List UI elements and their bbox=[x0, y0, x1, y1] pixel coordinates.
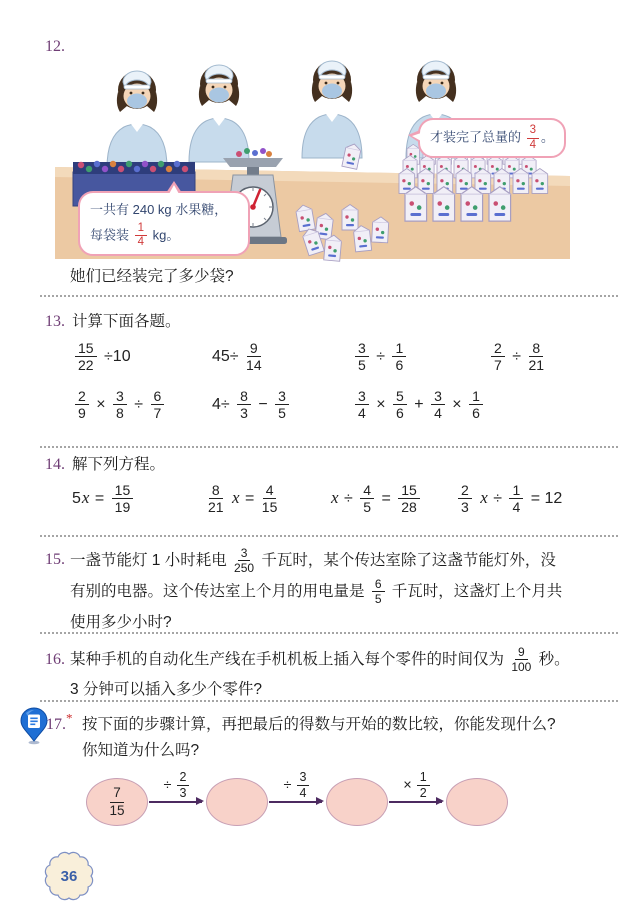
equation-cell: 5x = $\frac{15}{19}$ bbox=[72, 477, 205, 519]
text-line: 某种手机的自动化生产线在手机机板上插入每个零件的时间仅为 $\frac{9}{100}$ 秒。 bbox=[70, 645, 570, 675]
dotted-divider bbox=[40, 535, 618, 537]
expression-cell: 4÷ $\frac{8}{3}$ − $\frac{3}{5}$ bbox=[212, 381, 352, 429]
text-line: 使用多少小时? bbox=[70, 614, 172, 631]
dotted-divider bbox=[40, 446, 618, 448]
problem-14-equations bbox=[72, 477, 562, 519]
flow-arrow-icon bbox=[269, 801, 322, 803]
problem-13-expressions bbox=[72, 333, 547, 429]
flow-op-label: × $\frac{1}{2}$ bbox=[388, 771, 446, 800]
problem-15-text bbox=[70, 545, 562, 638]
flow-step-2 bbox=[268, 769, 326, 825]
flow-arrow-icon bbox=[389, 801, 442, 803]
expression-cell: $\frac{2}{9}$ × $\frac{3}{8}$ ÷ $\frac{6}{7}$ bbox=[72, 381, 212, 429]
text-line: 按下面的步骤计算，再把最后的得数与开始的数比较，你能发现什么? bbox=[82, 716, 556, 733]
dotted-divider bbox=[40, 295, 618, 297]
expression-cell: $\frac{15}{22}$ ÷10 bbox=[72, 333, 212, 381]
problem-13-title: 计算下面各题。 bbox=[72, 313, 181, 330]
flow-oval-2 bbox=[326, 778, 388, 826]
document-pin-icon bbox=[20, 707, 48, 745]
problem-16-number: 16. bbox=[45, 651, 65, 668]
calculation-flowchart bbox=[86, 769, 508, 826]
text-line: 一盏节能灯 1 小时耗电 $\frac{3}{250}$ 千瓦时，某个传达室除了这盏节能灯外，没 bbox=[70, 546, 556, 576]
problem-12-question: 她们已经装完了多少袋? bbox=[70, 268, 234, 285]
flow-arrow-icon bbox=[149, 801, 202, 803]
flow-op-label: ÷ $\frac{3}{4}$ bbox=[268, 771, 326, 800]
problem-14-number: 14. bbox=[45, 456, 65, 473]
flow-step-3 bbox=[388, 769, 446, 825]
problem-17-number bbox=[46, 710, 73, 733]
equation-cell: $\frac{2}{3}$ x ÷ $\frac{1}{4}$ = 12 bbox=[455, 477, 562, 519]
problem-17-text bbox=[82, 712, 556, 764]
flow-oval-3 bbox=[446, 778, 508, 826]
problem-16-text bbox=[70, 645, 570, 705]
problem-17-number-text: 17. bbox=[46, 716, 66, 733]
expression-cell: $\frac{2}{7}$ ÷ $\frac{8}{21}$ bbox=[488, 333, 547, 381]
worker-figure bbox=[302, 61, 362, 158]
text-line: 3 分钟可以插入多少个零件? bbox=[70, 681, 263, 698]
expression-cell: $\frac{3}{4}$ × $\frac{5}{6}$ + $\frac{3}{4}$ × $\frac{1}{6}$ bbox=[352, 381, 488, 429]
worker-figure bbox=[107, 71, 167, 168]
equation-cell: x ÷ $\frac{4}{5}$ = $\frac{15}{28}$ bbox=[330, 477, 455, 519]
expression-cell bbox=[488, 381, 547, 429]
flow-oval-start: $\frac{7}{15}$ bbox=[86, 778, 148, 826]
speech-bubble-left: 一共有 240 kg 水果糖，每袋装 $\frac{1}{4}$ kg。 bbox=[78, 191, 250, 256]
speech-bubble-right: 才装完了总量的 $\frac{3}{4}$ 。 bbox=[418, 118, 566, 158]
problem-17-star: * bbox=[66, 710, 73, 726]
candy-packing-illustration bbox=[55, 54, 570, 264]
flow-step-1 bbox=[148, 769, 206, 825]
equation-cell: $\frac{8}{21}$ x = $\frac{4}{15}$ bbox=[208, 481, 278, 516]
problem-12-number: 12. bbox=[45, 38, 65, 55]
dotted-divider bbox=[40, 700, 618, 702]
problem-15-number: 15. bbox=[45, 551, 65, 568]
flow-oval-1 bbox=[206, 778, 268, 826]
text-line: 有别的电器。这个传达室上个月的用电量是 $\frac{6}{5}$ 千瓦时，这盏灯上个月共 bbox=[70, 577, 563, 607]
problem-14-title: 解下列方程。 bbox=[72, 456, 166, 473]
expression-cell: 45÷ $\frac{9}{14}$ bbox=[212, 339, 262, 374]
expression-cell: $\frac{3}{5}$ ÷ $\frac{1}{6}$ bbox=[352, 333, 488, 381]
worker-figure bbox=[189, 65, 249, 162]
problem-13-number: 13. bbox=[45, 313, 65, 330]
page-number-badge bbox=[44, 851, 94, 901]
flow-op-label: ÷ $\frac{2}{3}$ bbox=[148, 771, 206, 800]
page-number: 36 bbox=[60, 867, 78, 885]
text-line: 你知道为什么吗? bbox=[82, 742, 200, 759]
dotted-divider bbox=[40, 632, 618, 634]
